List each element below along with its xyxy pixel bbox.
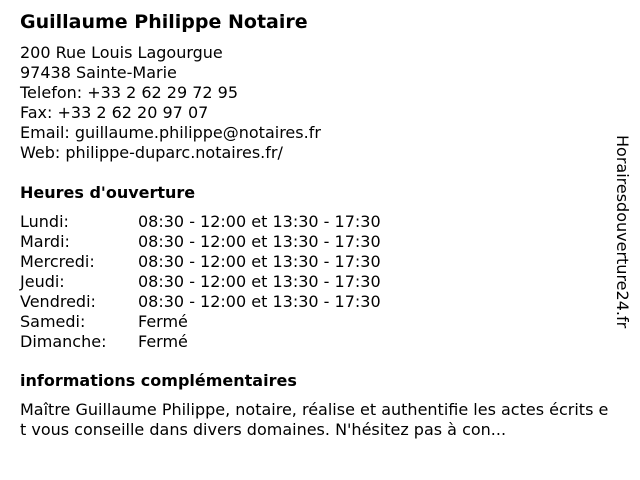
hours-title: Heures d'ouverture xyxy=(20,183,196,202)
hours-time: 08:30 - 12:00 et 13:30 - 17:30 xyxy=(138,232,381,251)
info-title: informations complémentaires xyxy=(20,371,297,390)
hours-row xyxy=(20,292,610,312)
address-line2: 97438 Sainte-Marie xyxy=(20,63,177,82)
hours-row xyxy=(20,312,610,332)
address-line1: 200 Rue Louis Lagourgue xyxy=(20,43,223,62)
hours-time: 08:30 - 12:00 et 13:30 - 17:30 xyxy=(138,252,381,271)
hours-time: Fermé xyxy=(138,312,188,331)
web-line: Web: philippe-duparc.notaires.fr/ xyxy=(20,143,283,162)
hours-day: Lundi: xyxy=(20,212,69,231)
fax-line: Fax: +33 2 62 20 97 07 xyxy=(20,103,209,122)
hours-time: 08:30 - 12:00 et 13:30 - 17:30 xyxy=(138,292,381,311)
business-name: Guillaume Philippe Notaire xyxy=(20,11,308,33)
contact-block xyxy=(20,43,610,163)
info-text: Maître Guillaume Philippe, notaire, réalise et authentifie les actes écrits et vous conseille dans divers domaines. N'hésitez pas à con... xyxy=(20,400,609,439)
hours-row xyxy=(20,212,610,232)
hours-day: Mercredi: xyxy=(20,252,95,271)
email-line: Email: guillaume.philippe@notaires.fr xyxy=(20,123,321,142)
hours-day: Jeudi: xyxy=(20,272,65,291)
hours-day: Dimanche: xyxy=(20,332,107,351)
hours-time: 08:30 - 12:00 et 13:30 - 17:30 xyxy=(138,212,381,231)
hours-row xyxy=(20,252,610,272)
hours-day: Mardi: xyxy=(20,232,70,251)
watermark-text: Horairesdouverture24.fr xyxy=(613,135,632,329)
hours-time: 08:30 - 12:00 et 13:30 - 17:30 xyxy=(138,272,381,291)
hours-day: Vendredi: xyxy=(20,292,96,311)
hours-day: Samedi: xyxy=(20,312,86,331)
phone-line: Telefon: +33 2 62 29 72 95 xyxy=(20,83,239,102)
business-card xyxy=(20,10,610,440)
hours-time: Fermé xyxy=(138,332,188,351)
hours-row xyxy=(20,232,610,252)
hours-row xyxy=(20,272,610,292)
hours-row xyxy=(20,332,610,352)
hours-table xyxy=(20,212,610,352)
